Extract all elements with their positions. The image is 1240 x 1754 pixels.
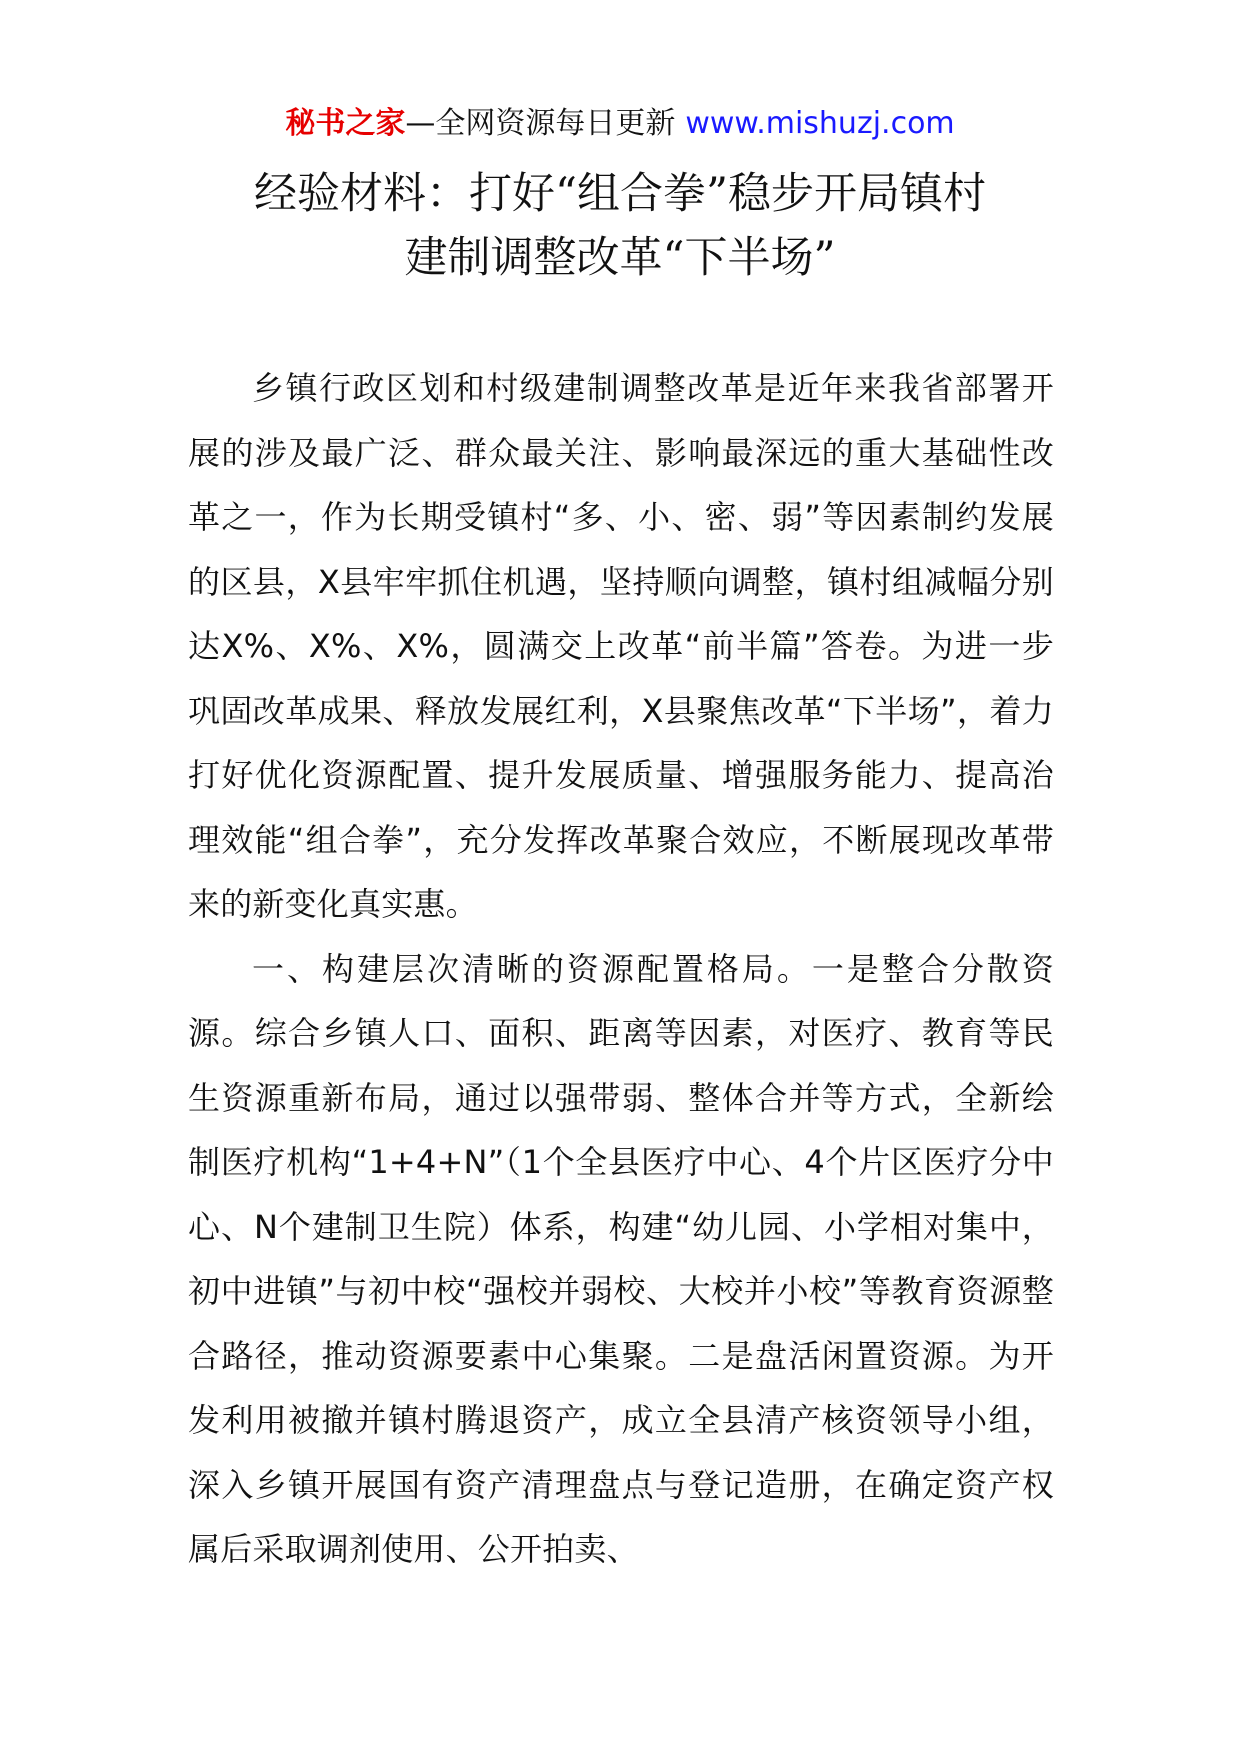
header-tagline: —全网资源每日更新: [405, 106, 676, 141]
title-line-1: 经验材料：打好“组合拳”稳步开局镇村: [254, 169, 986, 219]
document-body: [188, 356, 1054, 1582]
intro-paragraph: 乡镇行政区划和村级建制调整改革是近年来我省部署开展的涉及最广泛、群众最关注、影响最深远的重大基础性改革之一，作为长期受镇村“多、小、密、弱”等因素制约发展的区县，X县牢牢抓住机遇，坚持顺向调整，镇村组减幅分别达X%、X%、X%，圆满交上改革“前半篇”答卷。为进一步巩固改革成果、释放发展红利，X县聚焦改革“下半场”，着力打好优化资源配置、提升发展质量、增强服务能力、提高治理效能“组合拳”，充分发挥改革聚合效应，不断展现改革带来的新变化真实惠。: [188, 369, 1054, 923]
document-title: [0, 162, 1240, 290]
site-url-link[interactable]: www.mishuzj.com: [685, 106, 955, 141]
section-1-paragraph: [188, 937, 1054, 1582]
site-header: [0, 96, 1240, 152]
brand-name: 秘书之家: [285, 106, 406, 141]
title-line-2: 建制调整改革“下半场”: [404, 233, 836, 283]
section-1-text: 一是整合分散资源。综合乡镇人口、面积、距离等因素，对医疗、教育等民生资源重新布局，通过以强带弱、整体合并等方式，全新绘制医疗机构“1+4+N”（1个全县医疗中心、4个片区医疗分中心、N个建制卫生院）体系，构建“幼儿园、小学相对集中，初中进镇”与初中校“强校并弱校、大校并小校”等教育资源整合路径，推动资源要素中心集聚。二是盘活闲置资源。为开发利用被撤并镇村腾退资产，成立全县清产核资领导小组，深入乡镇开展国有资产清理盘点与登记造册，在确定资产权属后采取调剂使用、公开拍卖、: [188, 949, 1055, 1568]
section-1-heading: 一、构建层次清晰的资源配置格局。: [252, 949, 812, 988]
